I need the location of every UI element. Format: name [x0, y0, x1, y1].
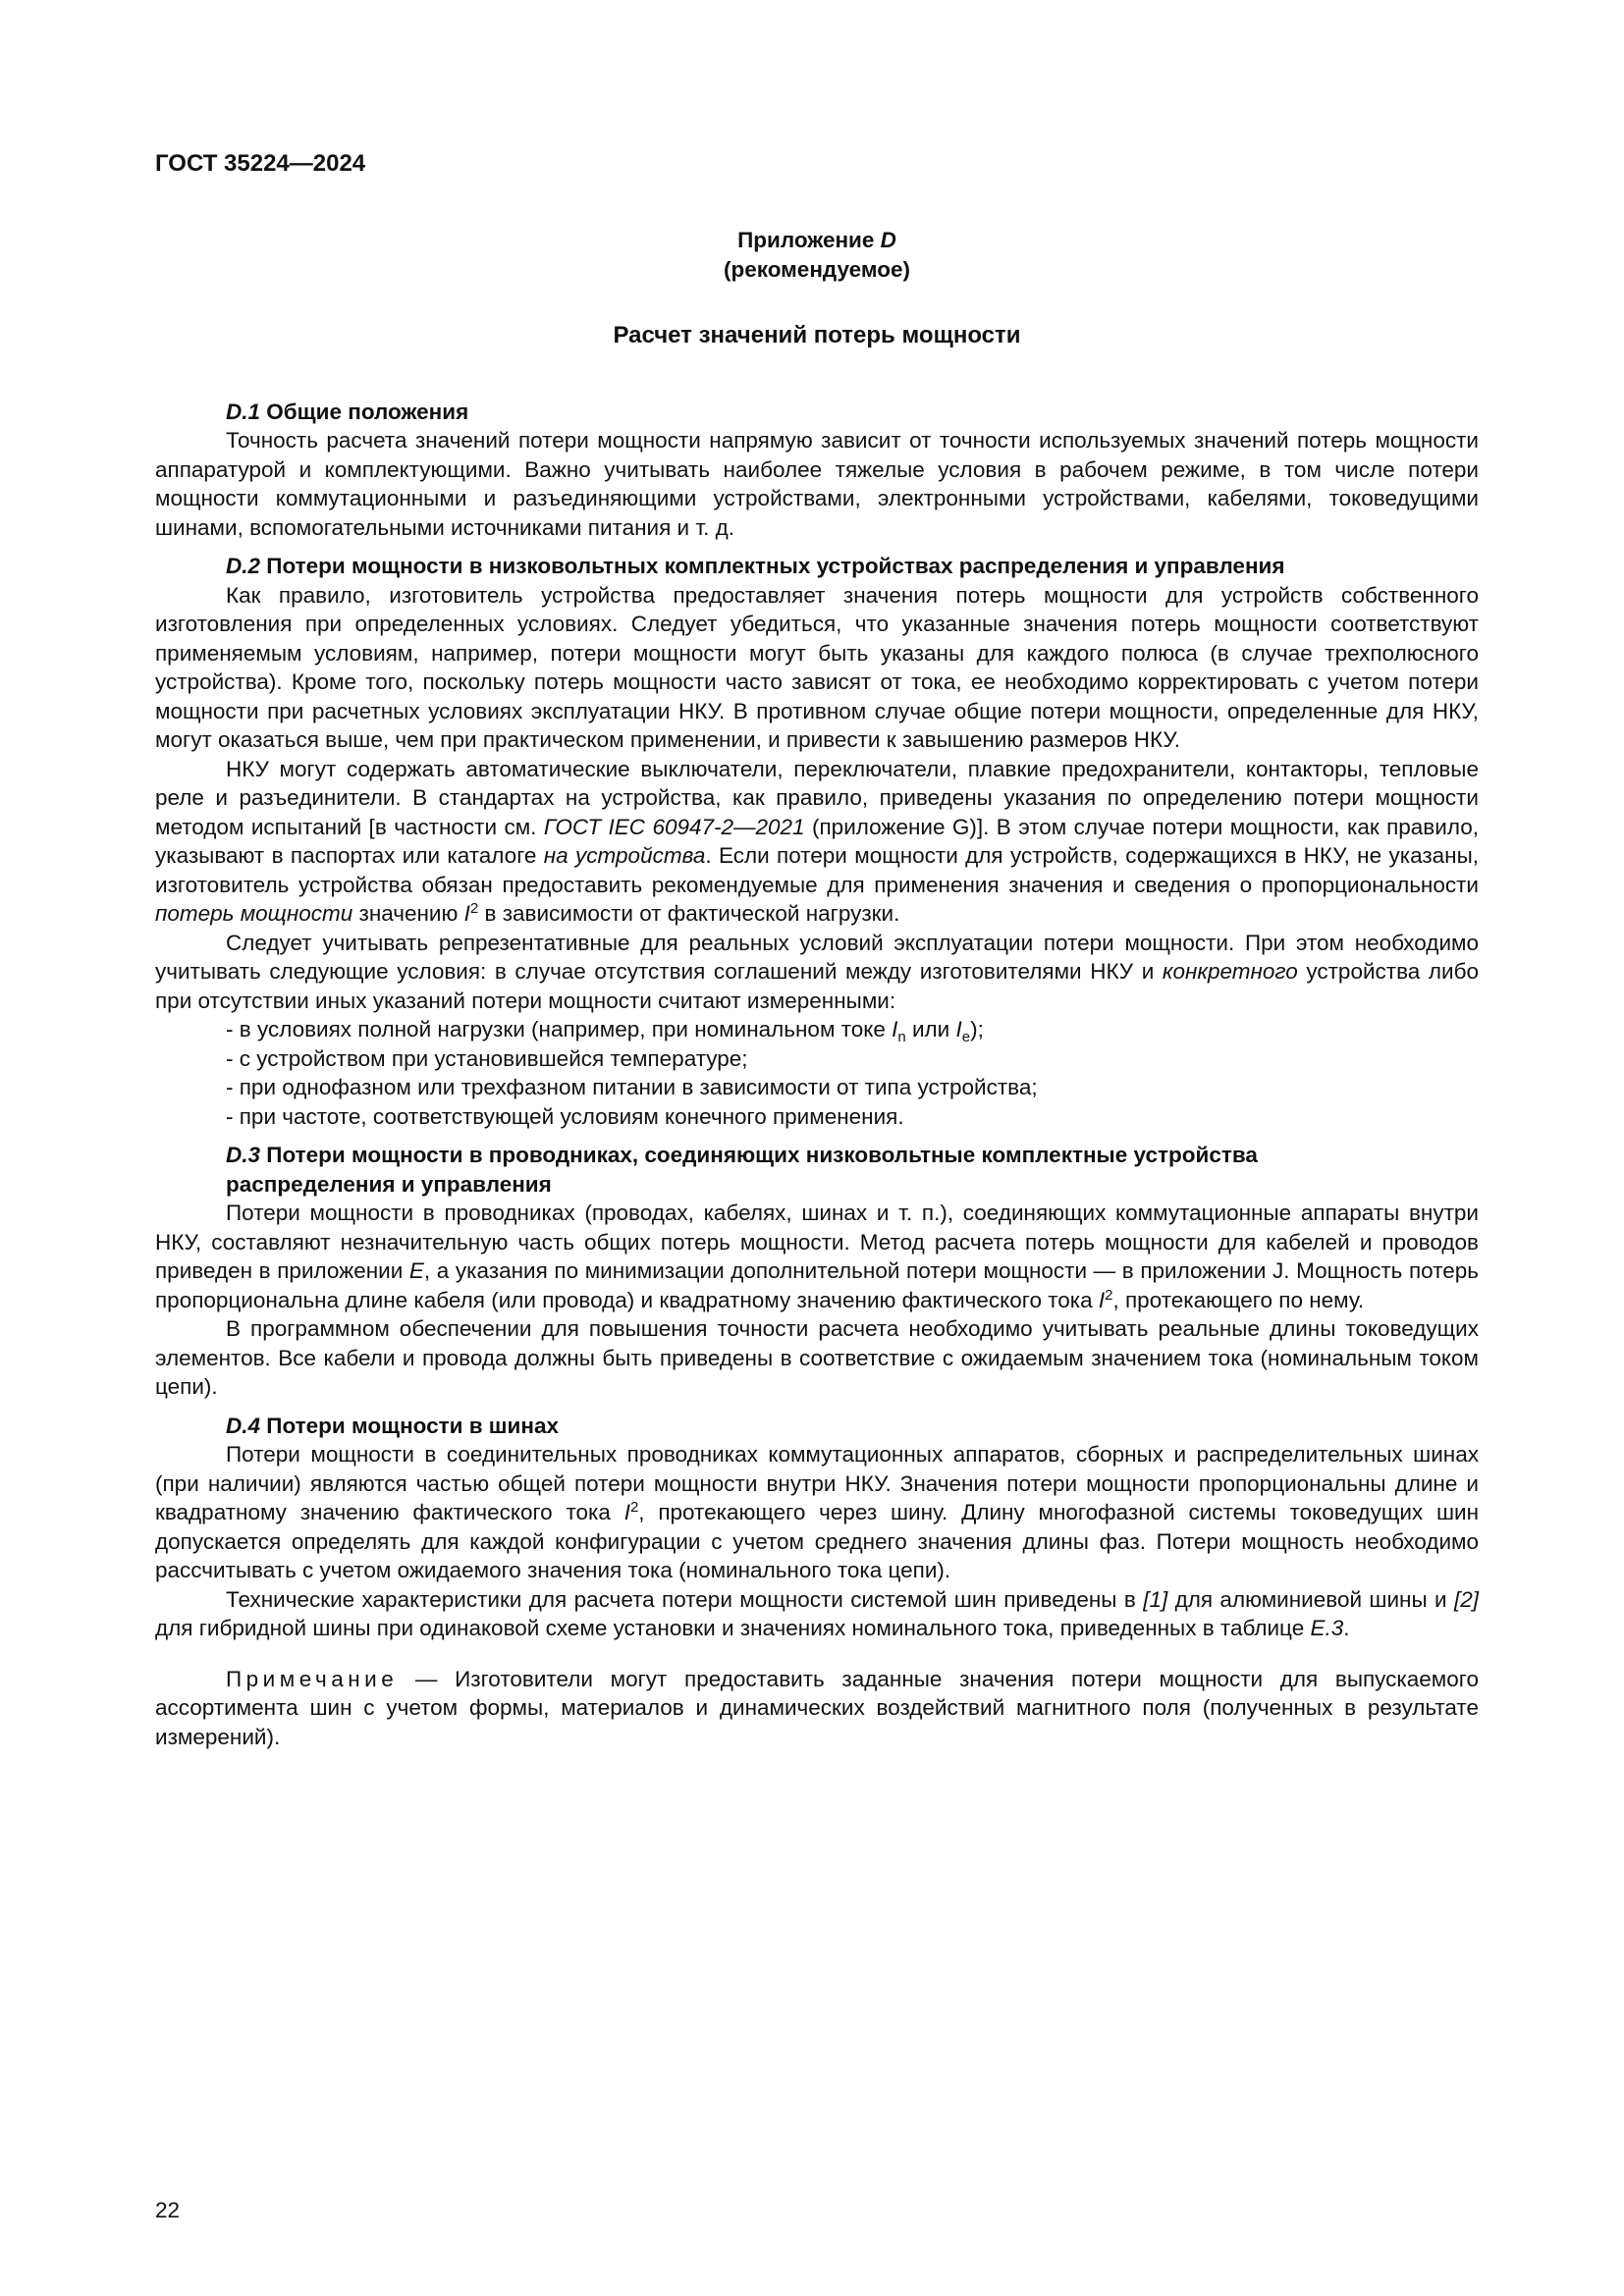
- text-run: , протекающего по нему.: [1112, 1287, 1365, 1312]
- annex-title: Приложение: [737, 228, 875, 252]
- exponent: 2: [469, 900, 479, 917]
- text-run: . Если потери мощности для устройств, содержащихся в НКУ, не указаны, изготовитель устройства обязан предоставить рекомендуемые для применения значения и сведения о пропорциональности: [155, 843, 1480, 897]
- text-run: устройства либо при отсутствии иных указаний потери мощности считают измеренными:: [155, 959, 1479, 1013]
- text-run: .: [1343, 1616, 1350, 1640]
- text-run: для гибридной шины при одинаковой схеме установки и значениях номинального тока, приведенных в таблице: [155, 1616, 1311, 1640]
- section-d3-paragraph-1: [155, 1199, 1479, 1314]
- text-run: - в условиях полной нагрузки (например, при номинальном токе: [226, 1017, 893, 1041]
- text-run: для алюминиевой шины и: [1167, 1586, 1454, 1612]
- current-symbol: I: [1098, 1287, 1106, 1312]
- standard-reference: ГОСТ IEC 60947-2—2021: [543, 814, 805, 839]
- page-content: [155, 226, 1479, 1751]
- section-d2-heading: [226, 552, 1479, 581]
- current-symbol: I: [892, 1017, 898, 1041]
- section-d3-title: Потери мощности в проводниках, соединяющих низковольтные комплектные устройства: [266, 1143, 1258, 1167]
- section-d4-title: Потери мощности в шинах: [266, 1413, 560, 1438]
- list-item: - при частоте, соответствующей условиям конечного применения.: [226, 1103, 904, 1129]
- conditions-list: [155, 1015, 1479, 1131]
- list-item: [226, 1015, 1479, 1044]
- section-d4-paragraph-2: [155, 1585, 1479, 1643]
- annex-heading: [155, 226, 1479, 255]
- text-run: Следует учитывать репрезентативные для реальных условий эксплуатации потери мощности. При этом необходимо учитывать следующие условия: в случае отсутствия соглашений между изготовителями НКУ и: [155, 930, 1479, 984]
- text-run: , протекающего через шину. Длину многофазной системы токоведущих шин допускается определять для каждой конфигурации с учетом среднего значения длины фаз. Потери мощность необходимо рассчитывать с учетом ожидаемого значения тока (номинального тока цепи).: [155, 1500, 1479, 1582]
- section-d1-number: D.1: [226, 399, 261, 424]
- exponent: 2: [1105, 1286, 1113, 1304]
- italic-text: на устройства: [543, 843, 706, 868]
- text-run: , а указания по минимизации дополнительной потери мощности — в приложении J. Мощность потерь пропорциональна длине кабеля (или провода) и квадратному значению фактического тока: [155, 1258, 1479, 1312]
- current-symbol: I: [955, 1017, 962, 1041]
- section-d2-title: Потери мощности в низковольтных комплектных устройствах распределения и управления: [266, 554, 1285, 578]
- page-number: 22: [155, 2198, 181, 2222]
- standard-designation: ГОСТ 35224—2024: [155, 150, 366, 177]
- italic-text: потерь мощности: [155, 901, 353, 926]
- section-d4-heading: [226, 1412, 1479, 1441]
- text-run: значению: [352, 901, 464, 926]
- exponent: 2: [629, 1499, 639, 1516]
- text-run: НКУ могут содержать автоматические выключатели, переключатели, плавкие предохранители, контакторы, тепловые реле и разъединители. В стандартах на устройства, как правило, приведены указания по определению потери мощности методом испытаний [в частности см.: [155, 756, 1479, 839]
- table-reference: E.3: [1310, 1616, 1344, 1640]
- annex-letter: D: [880, 228, 896, 252]
- section-d4-number: D.4: [226, 1413, 261, 1438]
- section-d2-number: D.2: [226, 554, 261, 578]
- list-item: - с устройством при установившейся температуре;: [226, 1045, 748, 1071]
- section-d3-title-line-2: распределения и управления: [226, 1171, 552, 1197]
- text-run: Потери мощности в проводниках (проводах, кабелях, шинах и т. п.), соединяющих коммутационные аппараты внутри НКУ, составляют незначительную часть общих потерь мощности. Метод расчета потерь мощности для кабелей и проводов приведен в приложении: [155, 1201, 1479, 1283]
- section-d3-heading: [226, 1141, 1479, 1199]
- text-run: в зависимости от фактической нагрузки.: [478, 901, 900, 926]
- text-run: Технические характеристики для расчета потери мощности системой шин приведены в: [226, 1586, 1144, 1612]
- section-d1-heading: [226, 398, 1479, 427]
- italic-text: конкретного: [1162, 959, 1298, 984]
- list-item: - при однофазном или трехфазном питании в зависимости от типа устройства;: [226, 1075, 1038, 1099]
- annex-status: (рекомендуемое): [724, 256, 910, 282]
- bibliography-reference: [1]: [1143, 1586, 1168, 1612]
- current-symbol: I: [463, 901, 470, 926]
- text-run: (приложение G)]. В этом случае потери мощности, как правило, указывают в паспортах или каталоге: [155, 814, 1479, 868]
- annex-reference: E: [408, 1258, 424, 1283]
- section-d2-paragraph-1: Как правило, изготовитель устройства предоставляет значения потерь мощности для устройств собственного изготовления при определенных условиях. Следует убедиться, что указанные значения потерь мощности соответствуют применяемым условиям, например, потери мощности могут быть указаны для каждого полюса (в случае трехполюсного устройства). Кроме того, поскольку потерь мощности часто зависят от тока, ее необходимо корректировать с учетом потери мощности при расчетных условиях эксплуатации НКУ. В противном случае общие потери мощности, определенные для НКУ, могут оказаться выше, чем при практическом применении, и привести к завышению размеров НКУ.: [155, 582, 1479, 752]
- section-d1-title: Общие положения: [266, 399, 469, 424]
- section-d2-paragraph-3: [155, 929, 1479, 1016]
- section-d4-paragraph-1: [155, 1440, 1479, 1585]
- current-symbol: I: [623, 1500, 630, 1524]
- section-d1-paragraph-1: Точность расчета значений потери мощности напрямую зависит от точности используемых значений потерь мощности аппаратурой и комплектующими. Важно учитывать наиболее тяжелые условия в рабочем режиме, в том числе потери мощности коммутационными и разъединяющими устройствами, электронными устройствами, кабелями, токоведущими шинами, вспомогательными источниками питания и т. д.: [155, 428, 1479, 540]
- note-text: — Изготовители могут предоставить заданные значения потери мощности для выпускаемого ассортимента шин с учетом формы, материалов и динамических воздействий магнитного поля (полученных в результате измерений).: [155, 1666, 1479, 1749]
- subscript: n: [897, 1029, 906, 1045]
- section-d2-paragraph-2: [155, 755, 1479, 929]
- text-run: );: [970, 1017, 984, 1041]
- text-run: Потери мощности в соединительных проводниках коммутационных аппаратов, сборных и распределительных шинах (при наличии) являются частью общей потери мощности внутри НКУ. Значения потери мощности пропорциональны длине и квадратному значению фактического тока: [155, 1442, 1479, 1524]
- note-label: Примечание: [226, 1666, 399, 1691]
- section-d3-title-line-1: [226, 1141, 1479, 1170]
- section-d3-paragraph-2: В программном обеспечении для повышения точности расчета необходимо учитывать реальные длины токоведущих элементов. Все кабели и провода должны быть приведены в соответствие с ожидаемым значением тока (номинальным током цепи).: [155, 1316, 1479, 1399]
- section-d3-number: D.3: [226, 1143, 261, 1167]
- bibliography-reference: [2]: [1453, 1586, 1480, 1612]
- subscript: e: [961, 1029, 971, 1045]
- annex-main-title: Расчет значений потерь мощности: [613, 322, 1021, 348]
- text-run: или: [905, 1017, 956, 1041]
- note-paragraph: [155, 1665, 1479, 1752]
